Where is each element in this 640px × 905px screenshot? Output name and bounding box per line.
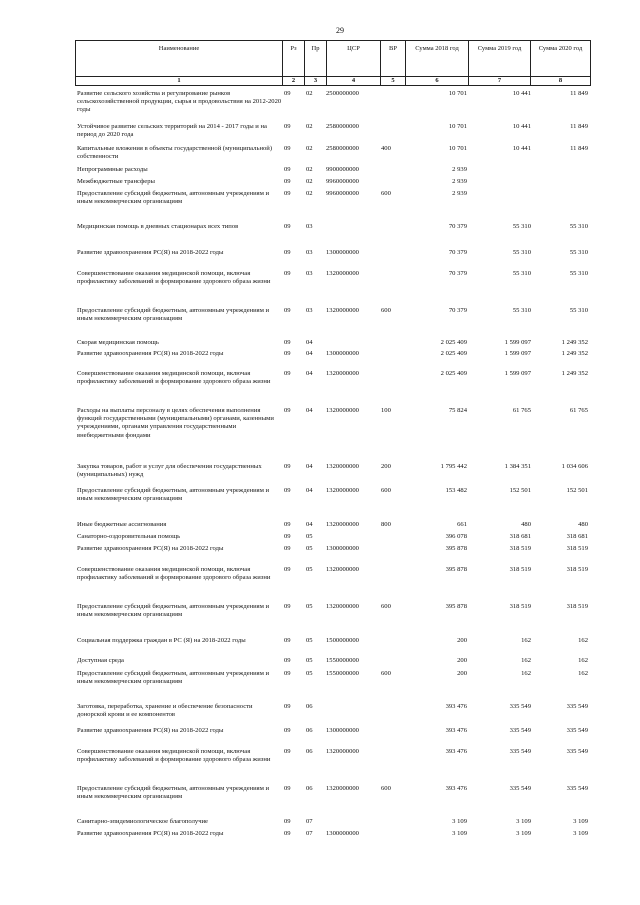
row-sum-2020: 335 549 [566, 785, 588, 792]
row-pr: 02 [306, 145, 313, 152]
row-sum-2019: 335 549 [509, 748, 531, 755]
row-vr: 100 [381, 407, 391, 414]
row-rz: 09 [284, 307, 291, 314]
row-vr: 600 [381, 603, 391, 610]
row-sum-2020: 11 849 [570, 90, 588, 97]
row-sum-2018: 661 [457, 521, 467, 528]
row-sum-2018: 200 [457, 637, 467, 644]
row-pr: 02 [306, 166, 313, 173]
row-sum-2019: 162 [521, 637, 531, 644]
row-sum-2018: 3 109 [452, 818, 467, 825]
header-number: 2 [283, 77, 305, 86]
row-sum-2018: 395 878 [445, 603, 467, 610]
row-csr: 9960000000 [326, 178, 359, 185]
row-sum-2020: 335 549 [566, 748, 588, 755]
row-name: Устойчивое развитие сельских территорий на 2014 - 2017 годы и на период до 2020 года [77, 123, 267, 139]
row-sum-2019: 162 [521, 670, 531, 677]
header-number: 8 [531, 77, 591, 86]
row-csr: 1550000000 [326, 670, 359, 677]
row-sum-2020: 55 310 [569, 307, 588, 314]
row-csr: 1320000000 [326, 521, 359, 528]
row-csr: 1320000000 [326, 603, 359, 610]
row-rz: 09 [284, 350, 291, 357]
row-sum-2018: 10 701 [448, 145, 467, 152]
row-sum-2019: 55 310 [512, 307, 531, 314]
row-csr: 1320000000 [326, 566, 359, 573]
row-name: Заготовка, переработка, хранение и обеспечение безопасности донорской крови и ее компонентов [77, 703, 253, 719]
row-pr: 02 [306, 190, 313, 197]
row-name: Капитальные вложения в объекты государственной (муниципальной) собственности [77, 145, 273, 161]
row-sum-2018: 153 482 [445, 487, 467, 494]
row-sum-2020: 61 765 [569, 407, 588, 414]
row-sum-2018: 393 476 [445, 703, 467, 710]
row-rz: 09 [284, 637, 291, 644]
row-sum-2020: 3 109 [573, 818, 588, 825]
row-name: Расходы на выплаты персоналу в целях обеспечения выполнения функций государственными (муниципальными) органами, казенными учреждениями, органами управления государственными внебюджетными фондами [77, 407, 274, 439]
row-rz: 09 [284, 463, 291, 470]
row-rz: 09 [284, 123, 291, 130]
row-sum-2019: 1 384 351 [504, 463, 531, 470]
row-rz: 09 [284, 190, 291, 197]
row-rz: 09 [284, 748, 291, 755]
row-csr: 2500000000 [326, 90, 359, 97]
row-sum-2018: 393 476 [445, 748, 467, 755]
row-sum-2018: 2 025 409 [440, 350, 467, 357]
row-sum-2020: 55 310 [569, 270, 588, 277]
row-csr: 1550000000 [326, 657, 359, 664]
row-name: Санитарно-эпидемиологическое благополучие [77, 818, 208, 825]
header-vr: ВР [381, 41, 406, 77]
row-rz: 09 [284, 603, 291, 610]
row-sum-2020: 1 249 352 [561, 370, 588, 377]
row-name: Совершенствование оказания медицинской помощи, включая профилактику заболеваний и формирование здорового образа жизни [77, 270, 271, 286]
row-rz: 09 [284, 545, 291, 552]
row-csr: 2580000000 [326, 145, 359, 152]
row-rz: 09 [284, 166, 291, 173]
row-sum-2019: 318 519 [509, 603, 531, 610]
row-csr: 1320000000 [326, 785, 359, 792]
row-name: Предоставление субсидий бюджетным, автономным учреждениям и иным некоммерческим организациям [77, 190, 270, 206]
row-csr: 1320000000 [326, 270, 359, 277]
row-pr: 03 [306, 270, 313, 277]
row-rz: 09 [284, 785, 291, 792]
row-sum-2019: 335 549 [509, 703, 531, 710]
table-header [75, 40, 591, 86]
row-pr: 06 [306, 748, 313, 755]
row-name: Межбюджетные трансферы [77, 178, 155, 185]
row-csr: 1500000000 [326, 637, 359, 644]
row-sum-2019: 1 599 097 [504, 370, 531, 377]
row-sum-2019: 318 519 [509, 566, 531, 573]
row-rz: 09 [284, 249, 291, 256]
header-number: 5 [381, 77, 406, 86]
row-pr: 06 [306, 785, 313, 792]
row-sum-2019: 318 681 [509, 533, 531, 540]
row-pr: 05 [306, 603, 313, 610]
row-sum-2020: 1 034 606 [561, 463, 588, 470]
row-pr: 05 [306, 637, 313, 644]
row-sum-2020: 55 310 [569, 223, 588, 230]
row-sum-2020: 162 [578, 670, 588, 677]
row-name: Иные бюджетные ассигнования [77, 521, 167, 528]
row-vr: 600 [381, 785, 391, 792]
row-sum-2018: 393 476 [445, 727, 467, 734]
row-rz: 09 [284, 727, 291, 734]
row-sum-2020: 1 249 352 [561, 350, 588, 357]
row-name: Совершенствование оказания медицинской помощи, включая профилактику заболеваний и формирование здорового образа жизни [77, 370, 271, 386]
row-name: Совершенствование оказания медицинской помощи, включая профилактику заболеваний и формирование здорового образа жизни [77, 566, 271, 582]
header-sum-2018: Сумма 2018 год [406, 41, 469, 77]
row-pr: 04 [306, 370, 313, 377]
row-sum-2019: 10 441 [512, 90, 531, 97]
row-rz: 09 [284, 521, 291, 528]
row-sum-2020: 3 109 [573, 830, 588, 837]
row-sum-2018: 395 878 [445, 566, 467, 573]
row-sum-2018: 2 939 [452, 178, 467, 185]
row-rz: 09 [284, 178, 291, 185]
row-name: Социальная поддержка граждан в РС (Я) на 2018-2022 годы [77, 637, 246, 644]
row-name: Закупка товаров, работ и услуг для обеспечения государственных (муниципальных) нужд [77, 463, 262, 479]
row-sum-2018: 70 379 [448, 223, 467, 230]
row-pr: 03 [306, 307, 313, 314]
row-name: Непрограммные расходы [77, 166, 148, 173]
row-sum-2020: 1 249 352 [561, 339, 588, 346]
row-csr: 1320000000 [326, 487, 359, 494]
row-rz: 09 [284, 818, 291, 825]
row-sum-2019: 1 599 097 [504, 339, 531, 346]
row-rz: 09 [284, 223, 291, 230]
row-sum-2019: 10 441 [512, 145, 531, 152]
row-sum-2020: 162 [578, 637, 588, 644]
row-csr: 1320000000 [326, 307, 359, 314]
row-sum-2018: 395 878 [445, 545, 467, 552]
row-sum-2018: 200 [457, 657, 467, 664]
row-sum-2018: 75 824 [448, 407, 467, 414]
header-name: Наименование [76, 41, 283, 77]
row-pr: 05 [306, 670, 313, 677]
row-name: Развитие здравоохранения РС(Я) на 2018-2022 годы [77, 830, 224, 837]
row-rz: 09 [284, 703, 291, 710]
header-csr: ЦСР [327, 41, 381, 77]
row-sum-2020: 480 [578, 521, 588, 528]
header-number: 1 [76, 77, 283, 86]
row-sum-2020: 11 849 [570, 123, 588, 130]
row-pr: 04 [306, 407, 313, 414]
row-pr: 06 [306, 703, 313, 710]
row-name: Развитие здравоохранения РС(Я) на 2018-2022 годы [77, 350, 224, 357]
row-sum-2018: 393 476 [445, 785, 467, 792]
row-rz: 09 [284, 407, 291, 414]
row-csr: 1300000000 [326, 727, 359, 734]
row-vr: 400 [381, 145, 391, 152]
row-sum-2019: 335 549 [509, 727, 531, 734]
row-vr: 600 [381, 190, 391, 197]
row-name: Предоставление субсидий бюджетным, автономным учреждениям и иным некоммерческим организациям [77, 603, 270, 619]
row-csr: 1300000000 [326, 545, 359, 552]
row-rz: 09 [284, 670, 291, 677]
row-csr: 1300000000 [326, 830, 359, 837]
row-sum-2018: 3 109 [452, 830, 467, 837]
row-sum-2018: 10 701 [448, 90, 467, 97]
row-sum-2020: 318 519 [566, 603, 588, 610]
row-csr: 1320000000 [326, 370, 359, 377]
header-sum-2019: Сумма 2019 год [469, 41, 531, 77]
row-pr: 02 [306, 178, 313, 185]
row-pr: 05 [306, 566, 313, 573]
row-sum-2019: 55 310 [512, 270, 531, 277]
row-sum-2018: 10 701 [448, 123, 467, 130]
row-sum-2020: 335 549 [566, 703, 588, 710]
row-sum-2019: 55 310 [512, 223, 531, 230]
row-sum-2019: 318 519 [509, 545, 531, 552]
row-name: Скорая медицинская помощь [77, 339, 159, 346]
row-rz: 09 [284, 657, 291, 664]
row-vr: 800 [381, 521, 391, 528]
row-rz: 09 [284, 370, 291, 377]
row-name: Развитие сельского хозяйства и регулирование рынков сельскохозяйственной продукции, сырья и продовольствия на 2012-2020 годы [77, 90, 282, 114]
row-sum-2019: 10 441 [512, 123, 531, 130]
header-sum-2020: Сумма 2020 год [531, 41, 591, 77]
row-csr: 1320000000 [326, 407, 359, 414]
row-name: Предоставление субсидий бюджетным, автономным учреждениям и иным некоммерческим организациям [77, 487, 270, 503]
row-csr: 1320000000 [326, 748, 359, 755]
row-vr: 200 [381, 463, 391, 470]
row-pr: 03 [306, 249, 313, 256]
row-rz: 09 [284, 339, 291, 346]
row-sum-2019: 152 501 [509, 487, 531, 494]
row-sum-2020: 318 519 [566, 566, 588, 573]
row-pr: 02 [306, 123, 313, 130]
row-rz: 09 [284, 830, 291, 837]
row-pr: 04 [306, 350, 313, 357]
row-name: Развитие здравоохранения РС(Я) на 2018-2022 годы [77, 727, 224, 734]
row-name: Санаторно-оздоровительная помощь [77, 533, 181, 540]
row-pr: 07 [306, 818, 313, 825]
row-sum-2020: 162 [578, 657, 588, 664]
row-pr: 04 [306, 463, 313, 470]
row-sum-2019: 3 109 [516, 830, 531, 837]
row-sum-2020: 318 681 [566, 533, 588, 540]
row-sum-2018: 70 379 [448, 249, 467, 256]
row-sum-2019: 335 549 [509, 785, 531, 792]
row-csr: 9960000000 [326, 190, 359, 197]
row-sum-2018: 200 [457, 670, 467, 677]
row-name: Предоставление субсидий бюджетным, автономным учреждениям и иным некоммерческим организациям [77, 670, 270, 686]
row-sum-2018: 2 025 409 [440, 339, 467, 346]
row-sum-2019: 61 765 [512, 407, 531, 414]
row-name: Медицинская помощь в дневных стационарах всех типов [77, 223, 239, 230]
row-vr: 600 [381, 307, 391, 314]
row-sum-2018: 1 795 442 [440, 463, 467, 470]
header-number: 6 [406, 77, 469, 86]
row-csr: 1300000000 [326, 249, 359, 256]
row-sum-2019: 55 310 [512, 249, 531, 256]
row-pr: 05 [306, 657, 313, 664]
header-number: 3 [305, 77, 327, 86]
page-number: 29 [336, 26, 344, 35]
row-rz: 09 [284, 90, 291, 97]
row-sum-2018: 70 379 [448, 307, 467, 314]
row-name: Доступная среда [77, 657, 124, 664]
row-vr: 600 [381, 487, 391, 494]
row-pr: 07 [306, 830, 313, 837]
row-rz: 09 [284, 533, 291, 540]
row-rz: 09 [284, 270, 291, 277]
row-sum-2019: 480 [521, 521, 531, 528]
row-pr: 05 [306, 533, 313, 540]
row-sum-2020: 318 519 [566, 545, 588, 552]
row-name: Предоставление субсидий бюджетным, автономным учреждениям и иным некоммерческим организациям [77, 785, 270, 801]
row-rz: 09 [284, 145, 291, 152]
row-pr: 04 [306, 487, 313, 494]
header-rz: Рз [283, 41, 305, 77]
row-vr: 600 [381, 670, 391, 677]
row-sum-2018: 2 939 [452, 166, 467, 173]
row-name: Совершенствование оказания медицинской помощи, включая профилактику заболеваний и формирование здорового образа жизни [77, 748, 271, 764]
row-sum-2019: 1 599 097 [504, 350, 531, 357]
row-sum-2020: 55 310 [569, 249, 588, 256]
row-pr: 05 [306, 545, 313, 552]
row-sum-2019: 162 [521, 657, 531, 664]
row-csr: 9900000000 [326, 166, 359, 173]
row-pr: 04 [306, 521, 313, 528]
row-sum-2020: 335 549 [566, 727, 588, 734]
row-sum-2018: 70 379 [448, 270, 467, 277]
row-name: Развитие здравоохранения РС(Я) на 2018-2022 годы [77, 545, 224, 552]
row-pr: 06 [306, 727, 313, 734]
header-pr: Пр [305, 41, 327, 77]
row-csr: 1300000000 [326, 350, 359, 357]
row-csr: 1320000000 [326, 463, 359, 470]
row-sum-2018: 2 025 409 [440, 370, 467, 377]
row-pr: 04 [306, 339, 313, 346]
row-name: Развитие здравоохранения РС(Я) на 2018-2022 годы [77, 249, 224, 256]
row-pr: 02 [306, 90, 313, 97]
row-rz: 09 [284, 487, 291, 494]
row-sum-2020: 152 501 [566, 487, 588, 494]
header-number: 7 [469, 77, 531, 86]
header-number: 4 [327, 77, 381, 86]
row-sum-2018: 2 939 [452, 190, 467, 197]
row-sum-2020: 11 849 [570, 145, 588, 152]
row-csr: 2580000000 [326, 123, 359, 130]
row-pr: 03 [306, 223, 313, 230]
row-sum-2019: 3 109 [516, 818, 531, 825]
row-sum-2018: 396 078 [445, 533, 467, 540]
row-rz: 09 [284, 566, 291, 573]
row-name: Предоставление субсидий бюджетным, автономным учреждениям и иным некоммерческим организациям [77, 307, 270, 323]
